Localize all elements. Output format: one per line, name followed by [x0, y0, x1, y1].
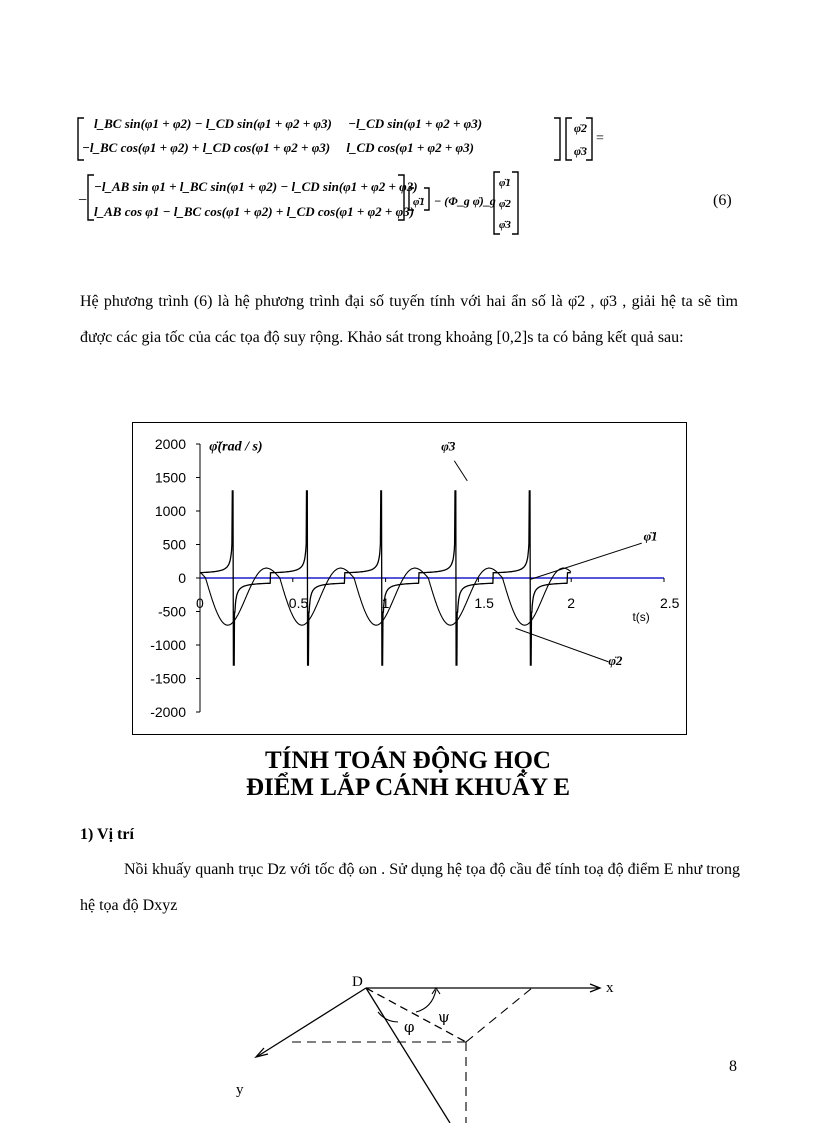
- acceleration-chart: [132, 422, 687, 735]
- x-axis-label: t(s): [632, 610, 650, 624]
- svg-text:− (Φ_g φ̈)_g: − (Φ_g φ̈)_g: [434, 194, 496, 208]
- y-tick-label: -1000: [150, 637, 186, 653]
- y-tick-label: -500: [157, 603, 186, 620]
- leader-phi1: [530, 543, 641, 579]
- label-x: x: [606, 980, 614, 996]
- x-tick-label: 2: [567, 595, 575, 611]
- y-axis-label: φ̈(rad / s): [209, 439, 263, 455]
- leader-phi2: [516, 628, 609, 662]
- equation-row-4: l_AB cos φ1 − l_BC cos(φ1 + φ2) + l_CD cos(φ1 + φ2 + φ3): [94, 204, 415, 219]
- dash-diagonal: [466, 988, 532, 1042]
- phi-arc: [378, 1012, 398, 1022]
- svg-text:φ̈3: φ̈3: [574, 144, 588, 158]
- y-tick-label: 2000: [154, 436, 186, 452]
- page-number: 8: [729, 1058, 737, 1075]
- y-axis: [258, 988, 366, 1056]
- label-psi: ψ: [438, 1008, 450, 1026]
- label-phi1: φ̈1: [643, 528, 658, 544]
- y-tick-label: 0: [178, 570, 186, 586]
- label-phi2: φ̈2: [608, 653, 623, 669]
- svg-text:−: −: [78, 192, 88, 209]
- x-tick-label: 0.5: [288, 595, 309, 611]
- svg-text:φ̈2: φ̈2: [499, 198, 511, 210]
- svg-text:=: =: [596, 131, 604, 146]
- equation-row-1: l_BC sin(φ1 + φ2) − l_CD sin(φ1 + φ2 + φ3) −l_CD sin(φ1 + φ2 + φ3): [94, 116, 483, 131]
- y-tick-label: -1500: [150, 670, 186, 687]
- equation-number: (6): [713, 192, 732, 209]
- x-tick-label: 0: [196, 595, 204, 611]
- x-tick-label: 1: [381, 595, 390, 611]
- paragraph-1: Hệ phương trình (6) là hệ phương trình đại số tuyến tính với hai ẩn số là φ̈2 , φ̈3 , giải hệ ta sẽ tìm được các gia tốc của các tọa độ suy rộng. Khảo sát trong khoảng [0,2]s ta có bảng kết quả sau:: [80, 293, 738, 346]
- y-tick-label: -2000: [150, 704, 186, 720]
- svg-text:φ̈1: φ̈1: [413, 196, 425, 208]
- equation-row-3: −l_AB sin φ1 + l_BC sin(φ1 + φ2) − l_CD sin(φ1 + φ2 + φ3): [94, 179, 418, 194]
- section-title: 1) Vị trí: [80, 826, 134, 843]
- coordinate-diagram: [220, 970, 640, 1123]
- paragraph-2: Nồi khuấy quanh trục Dz với tốc độ ωn . Sử dụng hệ tọa độ cầu để tính toạ độ điểm E như trong hệ tọa độ Dxyz: [80, 861, 740, 914]
- label-D: D: [352, 974, 363, 990]
- label-y: y: [236, 1082, 244, 1098]
- y-tick-label: 1500: [154, 469, 186, 486]
- x-tick-label: 1.5: [474, 595, 494, 611]
- heading-line-2: ĐIỂM LẮP CÁNH KHUẤY E: [245, 774, 571, 801]
- svg-text:φ̈2: φ̈2: [574, 121, 588, 135]
- label-phi3: φ̈3: [441, 438, 456, 454]
- svg-text:φ̈1: φ̈1: [499, 177, 511, 189]
- heading-line-1: TÍNH TOÁN ĐỘNG HỌC: [265, 747, 551, 774]
- label-phi: φ: [404, 1018, 415, 1036]
- y-tick-label: 1000: [154, 503, 186, 519]
- y-tick-label: 500: [162, 536, 186, 553]
- svg-text:φ̈3: φ̈3: [499, 219, 511, 231]
- leader-phi3: [454, 461, 467, 481]
- equation-row-2: −l_BC cos(φ1 + φ2) + l_CD cos(φ1 + φ2 + φ3) l_CD cos(φ1 + φ2 + φ3): [82, 140, 474, 155]
- x-tick-label: 2.5: [660, 595, 680, 611]
